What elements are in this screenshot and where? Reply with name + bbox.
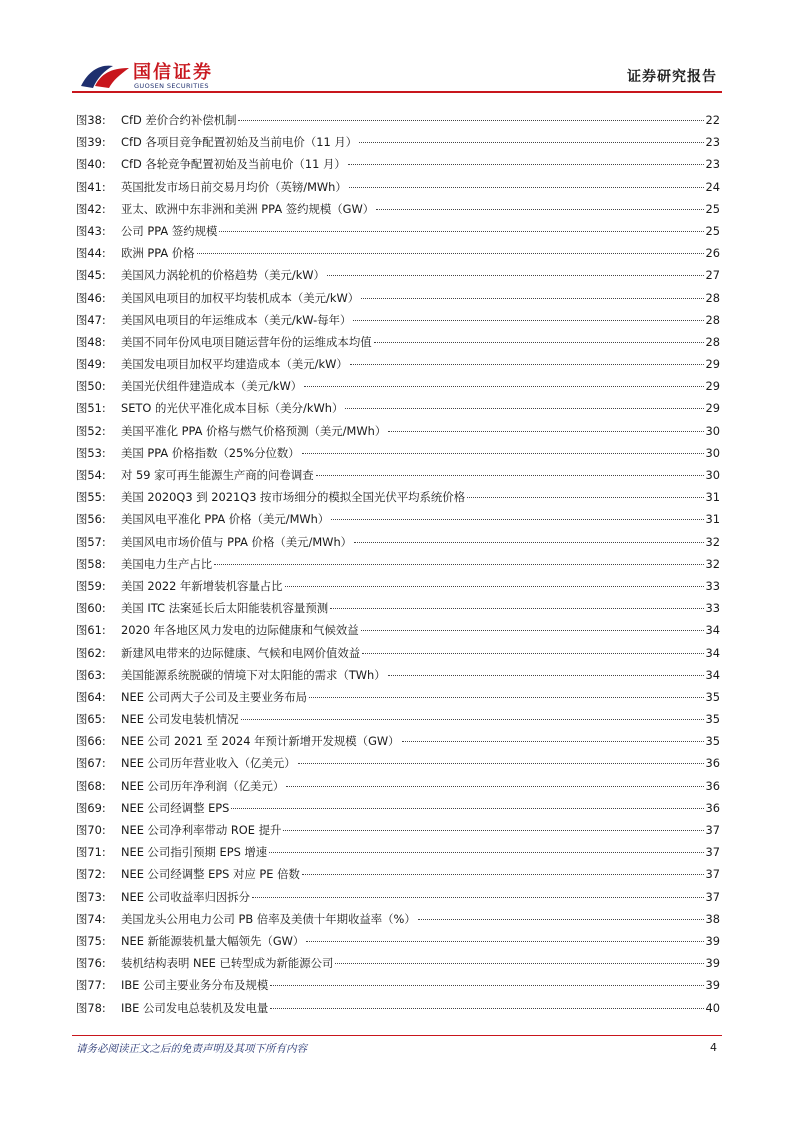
- dot-leader: [418, 918, 704, 920]
- figure-number: 图58:: [76, 556, 106, 571]
- figure-page-number: 38: [705, 911, 720, 926]
- toc-entry[interactable]: [76, 356, 720, 378]
- figure-number: 图45:: [76, 268, 106, 283]
- figure-title: CfD 各项目竞争配置初始及当前电价（11 月）: [121, 135, 358, 150]
- figure-number: 图64:: [76, 689, 106, 704]
- figure-page-number: 27: [705, 268, 720, 283]
- figure-page-number: 29: [705, 379, 720, 394]
- figure-number: 图74:: [76, 911, 106, 926]
- toc-entry[interactable]: [76, 889, 720, 911]
- figure-number: 图44:: [76, 246, 106, 261]
- toc-entry[interactable]: [76, 201, 720, 223]
- figure-title: NEE 公司收益率归因拆分: [121, 889, 251, 904]
- dot-leader: [353, 319, 703, 321]
- figure-title: 美国平准化 PPA 价格与燃气价格预测（美元/MWh）: [121, 423, 387, 438]
- dot-leader: [350, 363, 704, 365]
- figure-page-number: 23: [705, 135, 720, 150]
- figure-page-number: 30: [705, 445, 720, 460]
- toc-entry[interactable]: [76, 112, 720, 134]
- figure-page-number: 39: [705, 933, 720, 948]
- toc-entry[interactable]: [76, 223, 720, 245]
- toc-entry[interactable]: [76, 578, 720, 600]
- toc-entry[interactable]: [76, 822, 720, 844]
- figure-title: IBE 公司发电总装机及发电量: [121, 1000, 269, 1015]
- figure-title: CfD 差价合约补偿机制: [121, 113, 237, 127]
- toc-entry[interactable]: [76, 667, 720, 689]
- toc-entry[interactable]: [76, 645, 720, 667]
- dot-leader: [309, 696, 703, 698]
- company-logo: [79, 56, 259, 96]
- figure-number: 图47:: [76, 312, 106, 327]
- toc-entry[interactable]: [76, 844, 720, 866]
- dot-leader: [374, 341, 704, 343]
- figure-page-number: 37: [705, 823, 720, 837]
- toc-entry[interactable]: [76, 267, 720, 289]
- figure-page-number: 29: [705, 401, 720, 416]
- dot-leader: [402, 740, 704, 742]
- toc-entry[interactable]: [76, 156, 720, 178]
- toc-entry[interactable]: [76, 778, 720, 800]
- toc-entry[interactable]: [76, 400, 720, 422]
- toc-entry[interactable]: [76, 689, 720, 711]
- dot-leader: [252, 896, 703, 898]
- figure-number: 图51:: [76, 401, 106, 416]
- figure-page-number: 31: [705, 490, 720, 505]
- figure-page-number: 36: [705, 778, 720, 793]
- dot-leader: [345, 407, 703, 409]
- figure-number: 图38:: [76, 113, 106, 127]
- toc-entry[interactable]: [76, 378, 720, 400]
- figure-page-number: 32: [705, 534, 720, 549]
- figure-page-number: 34: [705, 667, 720, 682]
- figure-title: NEE 公司指引预期 EPS 增速: [121, 845, 268, 860]
- figure-title: 美国龙头公用电力公司 PB 倍率及美债十年期收益率（%）: [121, 911, 416, 926]
- toc-entry[interactable]: [76, 467, 720, 489]
- dot-leader: [283, 829, 703, 831]
- figure-title: 美国风电平准化 PPA 价格（美元/MWh）: [121, 512, 330, 527]
- toc-entry[interactable]: [76, 511, 720, 533]
- dot-leader: [331, 518, 703, 520]
- figure-page-number: 33: [705, 578, 720, 593]
- dot-leader: [270, 1007, 703, 1009]
- figure-title: 装机结构表明 NEE 已转型成为新能源公司: [121, 956, 334, 971]
- toc-entry[interactable]: [76, 866, 720, 888]
- figure-number: 图54:: [76, 468, 106, 482]
- figure-title: 美国电力生产占比: [121, 556, 213, 571]
- figure-page-number: 23: [705, 157, 720, 172]
- figure-page-number: 29: [705, 357, 720, 372]
- toc-entry[interactable]: [76, 711, 720, 733]
- figure-title: 美国风电项目的加权平均装机成本（美元/kW）: [121, 290, 360, 305]
- toc-entry[interactable]: [76, 755, 720, 777]
- figure-title: 美国不同年份风电项目随运营年份的运维成本均值: [121, 334, 372, 349]
- figure-page-number: 37: [705, 867, 720, 882]
- dot-leader: [298, 762, 704, 764]
- toc-entry[interactable]: [76, 800, 720, 822]
- figure-page-number: 37: [705, 845, 720, 860]
- figure-title: 美国能源系统脱碳的情境下对太阳能的需求（TWh）: [121, 667, 386, 682]
- figure-page-number: 28: [705, 312, 720, 327]
- toc-entry[interactable]: [76, 423, 720, 445]
- figure-page-number: 26: [705, 246, 720, 261]
- figure-title: 美国发电项目加权平均建造成本（美元/kW）: [121, 357, 348, 372]
- figure-title: NEE 公司经调整 EPS 对应 PE 倍数: [121, 867, 300, 882]
- figure-page-number: 28: [705, 290, 720, 305]
- dot-leader: [241, 718, 704, 720]
- figure-number: 图52:: [76, 423, 106, 438]
- figure-title: NEE 新能源装机量大幅领先（GW）: [121, 933, 305, 948]
- figure-number: 图62:: [76, 645, 106, 660]
- toc-entry[interactable]: [76, 489, 720, 511]
- figure-title: 英国批发市场日前交易月均价（英镑/MWh）: [121, 179, 347, 194]
- figure-title: 美国 ITC 法案延长后太阳能装机容量预测: [121, 601, 329, 616]
- toc-entry[interactable]: [76, 1000, 720, 1022]
- dot-leader: [285, 585, 704, 587]
- dot-leader: [348, 163, 704, 165]
- figure-number: 图76:: [76, 956, 106, 971]
- figure-number: 图61:: [76, 623, 106, 638]
- figure-number: 图68:: [76, 778, 106, 793]
- dot-leader: [362, 652, 703, 654]
- dot-leader: [214, 563, 703, 565]
- figure-number: 图69:: [76, 800, 106, 815]
- figure-title: NEE 公司历年营业收入（亿美元）: [121, 756, 296, 771]
- figure-title: SETO 的光伏平准化成本目标（美分/kWh）: [121, 401, 344, 416]
- figure-number: 图40:: [76, 157, 106, 172]
- figure-number: 图48:: [76, 334, 106, 349]
- figure-number: 图77:: [76, 978, 106, 993]
- figure-page-number: 28: [705, 334, 720, 349]
- figure-number: 图55:: [76, 490, 106, 505]
- figure-title: IBE 公司主要业务分布及规模: [121, 978, 269, 993]
- figure-title: 美国风电项目的年运维成本（美元/kW-每年）: [121, 312, 352, 327]
- figure-number: 图56:: [76, 512, 106, 527]
- figure-page-number: 39: [705, 978, 720, 993]
- dot-leader: [269, 851, 703, 853]
- dot-leader: [316, 474, 704, 476]
- figure-title: 欧洲 PPA 价格: [121, 246, 195, 261]
- figure-page-number: 34: [705, 645, 720, 660]
- figure-page-number: 35: [705, 734, 720, 749]
- figure-number: 图66:: [76, 734, 106, 749]
- figure-number: 图42:: [76, 201, 106, 216]
- toc-entry[interactable]: [76, 290, 720, 312]
- dot-leader: [349, 186, 704, 188]
- header-divider: [72, 91, 722, 93]
- dot-leader: [197, 252, 704, 254]
- figure-number: 图57:: [76, 534, 106, 549]
- figure-number: 图70:: [76, 823, 106, 837]
- dot-leader: [304, 385, 703, 387]
- toc-entry[interactable]: [76, 933, 720, 955]
- page-header: [0, 0, 793, 95]
- figure-page-number: 35: [705, 689, 720, 704]
- figure-title: NEE 公司发电装机情况: [121, 712, 239, 727]
- figure-title: CfD 各轮竞争配置初始及当前电价（11 月）: [121, 157, 346, 172]
- report-type-label: 证券研究报告: [627, 69, 717, 85]
- toc-entry[interactable]: [76, 245, 720, 267]
- figure-number: 图72:: [76, 867, 106, 882]
- figure-number: 图39:: [76, 135, 106, 150]
- dot-leader: [286, 785, 703, 787]
- disclaimer-text: 请务必阅读正文之后的免责声明及其项下所有内容: [76, 1043, 307, 1055]
- toc-entry[interactable]: [76, 179, 720, 201]
- figure-number: 图60:: [76, 601, 106, 616]
- figure-title: 对 59 家可再生能源生产商的问卷调查: [121, 468, 314, 482]
- figure-page-number: 25: [705, 223, 720, 238]
- dot-leader: [467, 496, 703, 498]
- dot-leader: [238, 119, 703, 121]
- figure-page-number: 30: [705, 468, 720, 482]
- figure-title: 美国风力涡轮机的价格趋势（美元/kW）: [121, 268, 325, 283]
- figure-title: NEE 公司经调整 EPS: [121, 800, 230, 815]
- figure-page-number: 36: [705, 800, 720, 815]
- dot-leader: [376, 208, 703, 210]
- figure-title: 美国 2022 年新增装机容量占比: [121, 578, 283, 593]
- figure-page-number: 39: [705, 956, 720, 971]
- dot-leader: [231, 807, 703, 809]
- toc-entry[interactable]: [76, 911, 720, 933]
- dot-leader: [388, 430, 703, 432]
- footer-divider: [72, 1035, 722, 1036]
- figure-number: 图75:: [76, 933, 106, 948]
- toc-entry[interactable]: [76, 134, 720, 156]
- figure-title: NEE 公司 2021 至 2024 年预计新增开发规模（GW）: [121, 734, 400, 749]
- toc-entry[interactable]: [76, 534, 720, 556]
- dot-leader: [361, 297, 703, 299]
- figure-title: 美国 PPA 价格指数（25%分位数）: [121, 445, 300, 460]
- figure-number: 图59:: [76, 578, 106, 593]
- figure-title: 亚太、欧洲中东非洲和美洲 PPA 签约规模（GW）: [121, 201, 375, 216]
- figure-number: 图65:: [76, 712, 106, 727]
- page-number: 4: [710, 1041, 717, 1054]
- toc-entry[interactable]: [76, 445, 720, 467]
- dot-leader: [219, 230, 703, 232]
- dot-leader: [361, 629, 704, 631]
- figure-number: 图53:: [76, 445, 106, 460]
- figure-title: 新建风电带来的边际健康、气候和电网价值效益: [121, 645, 361, 660]
- dot-leader: [335, 962, 703, 964]
- figure-page-number: 33: [705, 601, 720, 616]
- figure-title: 美国 2020Q3 到 2021Q3 按市场细分的模拟全国光伏平均系统价格: [121, 490, 466, 505]
- figure-page-number: 40: [705, 1000, 720, 1015]
- dot-leader: [359, 141, 703, 143]
- toc-entry[interactable]: [76, 556, 720, 578]
- dot-leader: [306, 940, 703, 942]
- dot-leader: [302, 452, 704, 454]
- figure-title: NEE 公司净利率带动 ROE 提升: [121, 823, 282, 837]
- dot-leader: [388, 674, 704, 676]
- figure-page-number: 32: [705, 556, 720, 571]
- figure-number: 图67:: [76, 756, 106, 771]
- figure-title: 美国风电市场价值与 PPA 价格（美元/MWh）: [121, 534, 353, 549]
- figure-number: 图63:: [76, 667, 106, 682]
- figure-page-number: 30: [705, 423, 720, 438]
- figure-title: NEE 公司历年净利润（亿美元）: [121, 778, 285, 793]
- figure-number: 图73:: [76, 889, 106, 904]
- figure-page-number: 24: [705, 179, 720, 194]
- toc-entry[interactable]: [76, 955, 720, 977]
- toc-entry[interactable]: [76, 733, 720, 755]
- toc-entry[interactable]: [76, 622, 720, 644]
- figure-title: 2020 年各地区风力发电的边际健康和气候效益: [121, 623, 359, 638]
- figure-page-number: 36: [705, 756, 720, 771]
- figure-page-number: 37: [705, 889, 720, 904]
- logo-english-name: GUOSEN SECURITIES: [134, 82, 209, 90]
- dot-leader: [330, 607, 703, 609]
- figure-index: [76, 112, 720, 1022]
- guosen-logo-icon: [79, 60, 131, 90]
- dot-leader: [302, 873, 704, 875]
- figure-title: 美国光伏组件建造成本（美元/kW）: [121, 379, 303, 394]
- figure-page-number: 31: [705, 512, 720, 527]
- toc-entry[interactable]: [76, 977, 720, 999]
- figure-page-number: 34: [705, 623, 720, 638]
- figure-number: 图49:: [76, 357, 106, 372]
- dot-leader: [327, 274, 704, 276]
- figure-number: 图78:: [76, 1000, 106, 1015]
- logo-chinese-name: 国信证券: [133, 62, 213, 83]
- figure-title: NEE 公司两大子公司及主要业务布局: [121, 689, 308, 704]
- figure-number: 图50:: [76, 379, 106, 394]
- figure-page-number: 22: [705, 113, 720, 127]
- dot-leader: [270, 984, 703, 986]
- figure-title: 公司 PPA 签约规模: [121, 223, 218, 238]
- figure-number: 图71:: [76, 845, 106, 860]
- dot-leader: [354, 541, 703, 543]
- figure-number: 图46:: [76, 290, 106, 305]
- figure-number: 图41:: [76, 179, 106, 194]
- figure-page-number: 35: [705, 712, 720, 727]
- toc-entry[interactable]: [76, 334, 720, 356]
- figure-page-number: 25: [705, 201, 720, 216]
- toc-entry[interactable]: [76, 600, 720, 622]
- figure-number: 图43:: [76, 223, 106, 238]
- toc-entry[interactable]: [76, 312, 720, 334]
